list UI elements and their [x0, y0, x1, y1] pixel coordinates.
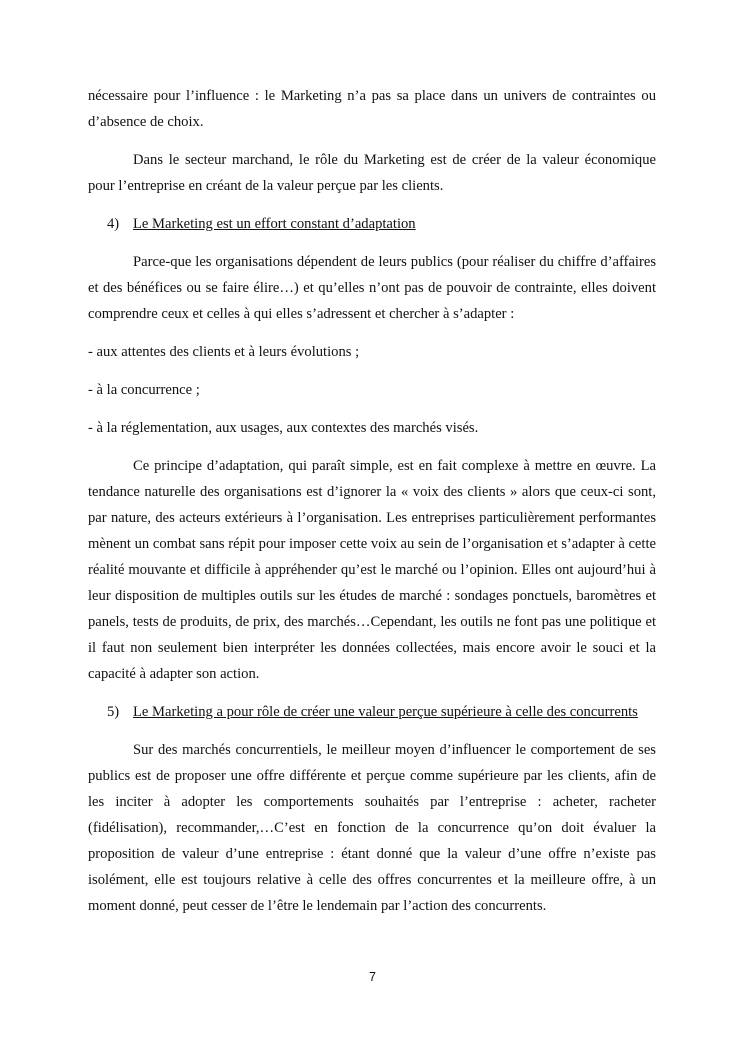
section-number: 4) — [107, 216, 120, 232]
list-item: - à la concurrence ; — [88, 382, 200, 398]
paragraph-market-sector: Dans le secteur marchand, le rôle du Marketing est de créer de la valeur économique pour l’entreprise en créant de la valeur perçue par les clients. — [88, 152, 656, 194]
section-heading-5 — [88, 699, 656, 725]
document-page — [88, 83, 656, 919]
section-title: Le Marketing a pour rôle de créer une valeur perçue supérieure à celle des concurrents — [133, 704, 638, 720]
section-title: Le Marketing est un effort constant d’adaptation — [133, 216, 416, 232]
list-item: - à la réglementation, aux usages, aux contextes des marchés visés. — [88, 420, 479, 436]
paragraph-adaptation-principle: Ce principe d’adaptation, qui paraît simple, est en fait complexe à mettre en œuvre. La tendance naturelle des organisations est d’ignorer la « voix des clients » alors que ceux-ci sont, par nature, des acteurs extérieurs à l’organisation. Les entreprises particulièrement performantes mènent un combat sans répit pour imposer cette voix au sein de l’organisation et s’adapter à cette réalité mouvante et difficile à appréhender qu’est le marché ou l’opinion. Elles ont aujourd’hui à leur disposition de multiples outils sur les études de marché : sondages ponctuels, baromètres et panels, tests de produits, de prix, des marchés…Cependant, les outils ne font pas une politique et il faut non seulement bien interpréter les données collectées, mais encore avoir le souci et la capacité à adapter son action. — [88, 458, 656, 682]
page-number: 7 — [369, 970, 376, 984]
paragraph-continuation: nécessaire pour l’influence : le Marketing n’a pas sa place dans un univers de contraintes ou d’absence de choix. — [88, 88, 656, 130]
paragraph-competitive-markets: Sur des marchés concurrentiels, le meilleur moyen d’influencer le comportement de ses publics est de proposer une offre différente et perçue comme supérieure par les clients, afin de les inciter à adopter les comportements souhaités par l’entreprise : acheter, racheter (fidélisation), recommander,…C’est en fonction de la concurrence qu’on doit évaluer la proposition de valeur d’une entreprise : étant donné que la valeur d’une offre n’existe pas isolément, elle est toujours relative à celle des offres concurrentes et la meilleure offre, à un moment donné, peut cesser de l’être le lendemain par l’action des concurrents. — [88, 742, 656, 914]
paragraph-adaptation-intro: Parce-que les organisations dépendent de leurs publics (pour réaliser du chiffre d’affaires et des bénéfices ou se faire élire…) et qu’elles n’ont pas de pouvoir de contrainte, elles doivent comprendre ceux et celles à qui elles s’adressent et chercher à s’adapter : — [88, 254, 656, 322]
section-heading-4 — [88, 211, 656, 237]
list-item: - aux attentes des clients et à leurs évolutions ; — [88, 344, 360, 360]
section-number: 5) — [107, 704, 120, 720]
